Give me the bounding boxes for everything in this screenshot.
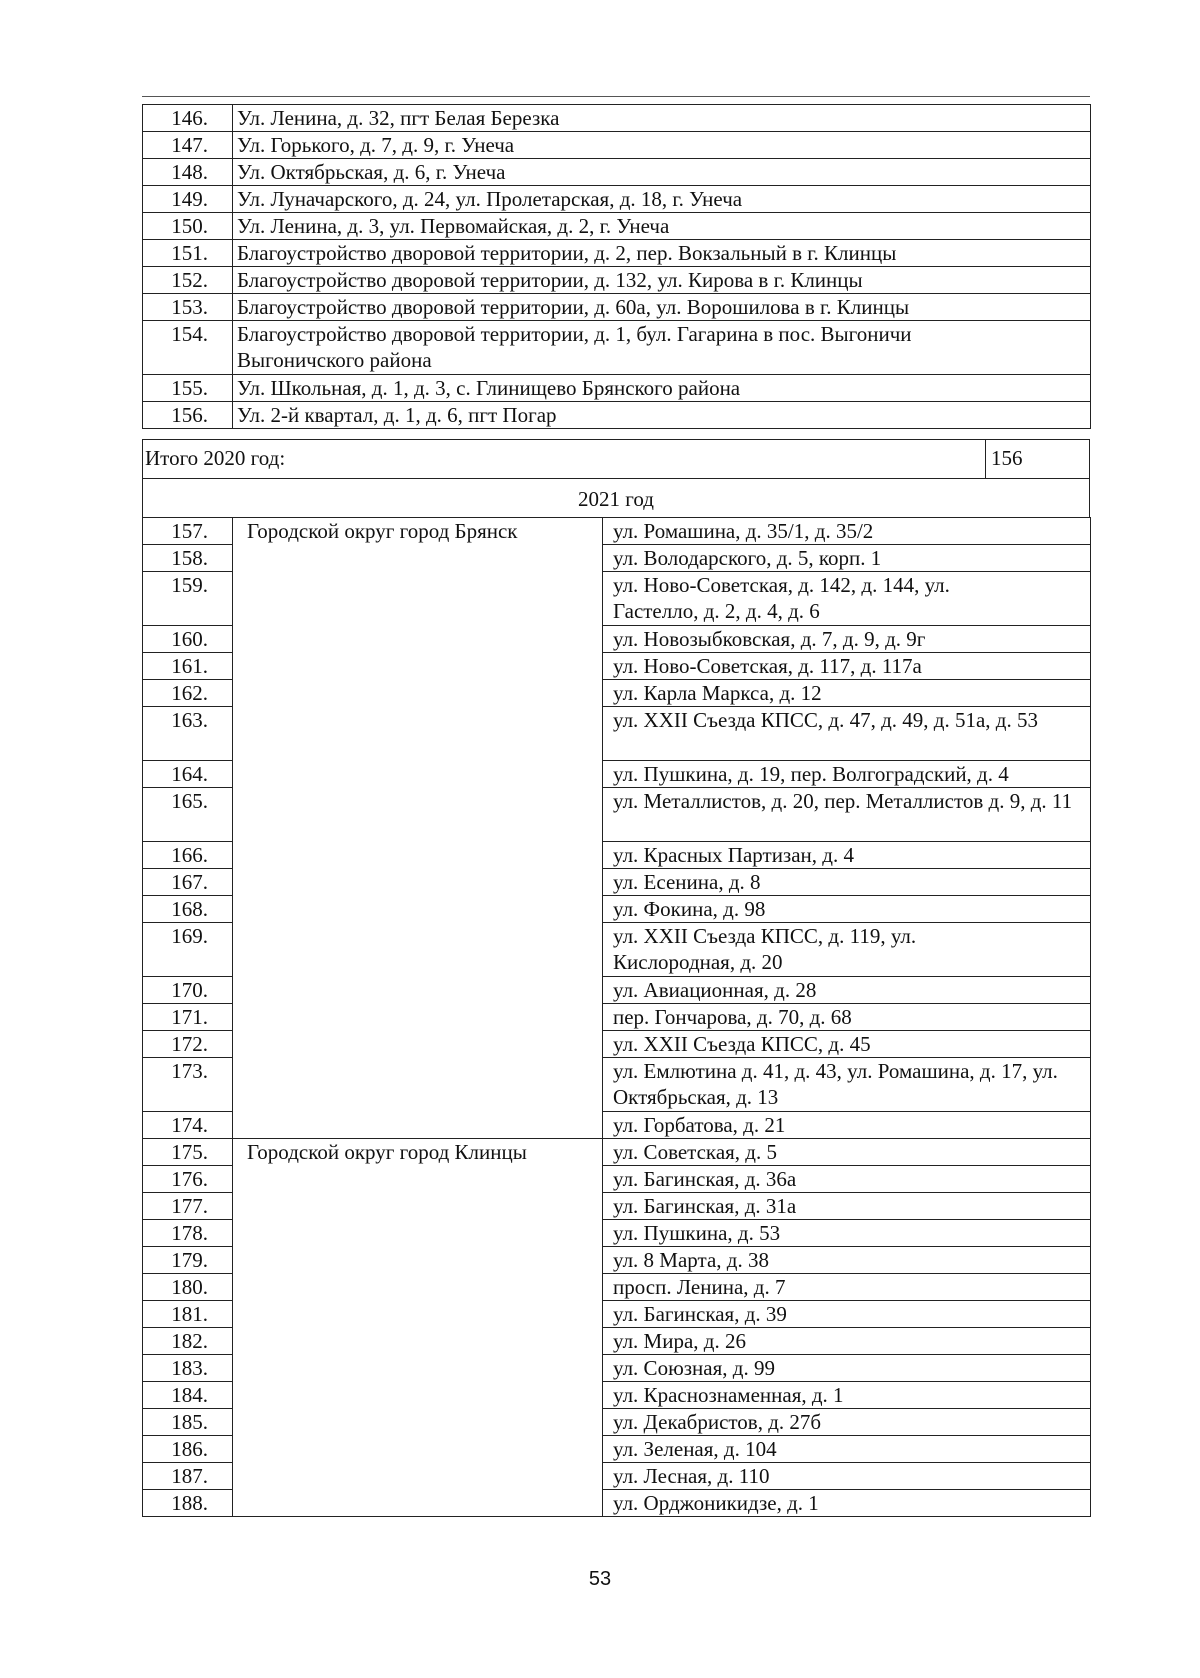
row-number: 180. <box>143 1274 233 1301</box>
row-address: Благоустройство дворовой территории, д. 2, пер. Вокзальный в г. Клинцы <box>233 240 1091 267</box>
row-address: ул. XXII Съезда КПСС, д. 47, д. 49, д. 51а, д. 53 <box>603 707 1091 761</box>
row-address: ул. Ново-Советская, д. 142, д. 144, ул. Гастелло, д. 2, д. 4, д. 6 <box>603 572 1091 626</box>
row-address: Благоустройство дворовой территории, д. 132, ул. Кирова в г. Клинцы <box>233 267 1091 294</box>
table-2020 <box>142 104 1091 429</box>
row-address: ул. Багинская, д. 36а <box>603 1166 1091 1193</box>
row-address: ул. Пушкина, д. 53 <box>603 1220 1091 1247</box>
table-row <box>143 105 1091 132</box>
row-number: 166. <box>143 842 233 869</box>
row-number: 164. <box>143 761 233 788</box>
row-address: ул. Краснознаменная, д. 1 <box>603 1382 1091 1409</box>
row-number: 152. <box>143 267 233 294</box>
row-address: пер. Гончарова, д. 70, д. 68 <box>603 1004 1091 1031</box>
row-number: 161. <box>143 653 233 680</box>
row-address: ул. Союзная, д. 99 <box>603 1355 1091 1382</box>
row-address: ул. Багинская, д. 39 <box>603 1301 1091 1328</box>
row-address: Ул. Ленина, д. 32, пгт Белая Березка <box>233 105 1091 132</box>
row-number: 157. <box>143 518 233 545</box>
row-address: Благоустройство дворовой территории, д. 1, бул. Гагарина в пос. Выгоничи Выгоничского района <box>233 321 1091 375</box>
row-address: ул. Металлистов, д. 20, пер. Металлистов д. 9, д. 11 <box>603 788 1091 842</box>
row-address: Ул. Горького, д. 7, д. 9, г. Унеча <box>233 132 1091 159</box>
row-address: ул. 8 Марта, д. 38 <box>603 1247 1091 1274</box>
row-number: 182. <box>143 1328 233 1355</box>
row-number: 185. <box>143 1409 233 1436</box>
table-row <box>143 1139 1091 1166</box>
row-address: ул. Орджоникидзе, д. 1 <box>603 1490 1091 1517</box>
row-address: Ул. Школьная, д. 1, д. 3, с. Глинищево Брянского района <box>233 375 1091 402</box>
row-number: 163. <box>143 707 233 761</box>
table-row <box>143 159 1091 186</box>
table-row <box>143 321 1091 375</box>
row-address: ул. Ново-Советская, д. 117, д. 117а <box>603 653 1091 680</box>
row-address: просп. Ленина, д. 7 <box>603 1274 1091 1301</box>
table-row <box>143 294 1091 321</box>
row-address: Благоустройство дворовой территории, д. 60а, ул. Ворошилова в г. Клинцы <box>233 294 1091 321</box>
row-number: 177. <box>143 1193 233 1220</box>
row-address: ул. Зеленая, д. 104 <box>603 1436 1091 1463</box>
total-label: Итого 2020 год: <box>145 446 286 470</box>
page-number: 53 <box>588 1568 612 1590</box>
row-address: ул. Багинская, д. 31а <box>603 1193 1091 1220</box>
row-address: ул. Ромашина, д. 35/1, д. 35/2 <box>603 518 1091 545</box>
row-number: 176. <box>143 1166 233 1193</box>
row-number: 188. <box>143 1490 233 1517</box>
row-number: 168. <box>143 896 233 923</box>
row-address: ул. Авиационная, д. 28 <box>603 977 1091 1004</box>
year-header: 2021 год <box>142 478 1090 518</box>
row-number: 170. <box>143 977 233 1004</box>
row-number: 167. <box>143 869 233 896</box>
total-divider <box>985 439 986 479</box>
row-address: ул. XXII Съезда КПСС, д. 119, ул. Кислородная, д. 20 <box>603 923 1091 977</box>
row-address: Ул. 2-й квартал, д. 1, д. 6, пгт Погар <box>233 402 1091 429</box>
district-cell: Городской округ город Клинцы <box>233 1139 603 1517</box>
row-address: ул. Карла Маркса, д. 12 <box>603 680 1091 707</box>
row-number: 179. <box>143 1247 233 1274</box>
row-number: 148. <box>143 159 233 186</box>
table-row <box>143 240 1091 267</box>
row-number: 175. <box>143 1139 233 1166</box>
total-value: 156 <box>991 446 1023 470</box>
table-row <box>143 402 1091 429</box>
row-number: 162. <box>143 680 233 707</box>
row-number: 169. <box>143 923 233 977</box>
row-address: ул. Декабристов, д. 27б <box>603 1409 1091 1436</box>
row-address: Ул. Луначарского, д. 24, ул. Пролетарская, д. 18, г. Унеча <box>233 186 1091 213</box>
row-number: 183. <box>143 1355 233 1382</box>
row-number: 184. <box>143 1382 233 1409</box>
table-row <box>143 375 1091 402</box>
table-row <box>143 518 1091 545</box>
row-number: 174. <box>143 1112 233 1139</box>
row-number: 173. <box>143 1058 233 1112</box>
row-number: 171. <box>143 1004 233 1031</box>
row-number: 149. <box>143 186 233 213</box>
row-address: ул. XXII Съезда КПСС, д. 45 <box>603 1031 1091 1058</box>
row-number: 172. <box>143 1031 233 1058</box>
district-cell: Городской округ город Брянск <box>233 518 603 1139</box>
row-number: 159. <box>143 572 233 626</box>
table-2021 <box>142 517 1091 1517</box>
row-address: ул. Лесная, д. 110 <box>603 1463 1091 1490</box>
table-row <box>143 186 1091 213</box>
row-number: 146. <box>143 105 233 132</box>
row-number: 153. <box>143 294 233 321</box>
row-number: 155. <box>143 375 233 402</box>
total-row <box>142 439 1090 479</box>
row-number: 147. <box>143 132 233 159</box>
row-address: ул. Новозыбковская, д. 7, д. 9, д. 9г <box>603 626 1091 653</box>
row-address: ул. Фокина, д. 98 <box>603 896 1091 923</box>
row-address: ул. Есенина, д. 8 <box>603 869 1091 896</box>
row-number: 178. <box>143 1220 233 1247</box>
row-number: 150. <box>143 213 233 240</box>
table-row <box>143 267 1091 294</box>
row-number: 186. <box>143 1436 233 1463</box>
row-address: ул. Мира, д. 26 <box>603 1328 1091 1355</box>
row-number: 156. <box>143 402 233 429</box>
row-address: ул. Володарского, д. 5, корп. 1 <box>603 545 1091 572</box>
table-row <box>143 213 1091 240</box>
row-number: 181. <box>143 1301 233 1328</box>
table-top-border <box>142 96 1090 97</box>
row-number: 160. <box>143 626 233 653</box>
row-number: 158. <box>143 545 233 572</box>
row-address: Ул. Октябрьская, д. 6, г. Унеча <box>233 159 1091 186</box>
row-address: ул. Емлютина д. 41, д. 43, ул. Ромашина, д. 17, ул. Октябрьская, д. 13 <box>603 1058 1091 1112</box>
row-address: ул. Горбатова, д. 21 <box>603 1112 1091 1139</box>
row-address: Ул. Ленина, д. 3, ул. Первомайская, д. 2, г. Унеча <box>233 213 1091 240</box>
row-number: 154. <box>143 321 233 375</box>
row-address: ул. Советская, д. 5 <box>603 1139 1091 1166</box>
row-number: 187. <box>143 1463 233 1490</box>
table-row <box>143 132 1091 159</box>
row-address: ул. Пушкина, д. 19, пер. Волгоградский, д. 4 <box>603 761 1091 788</box>
row-number: 165. <box>143 788 233 842</box>
row-address: ул. Красных Партизан, д. 4 <box>603 842 1091 869</box>
row-number: 151. <box>143 240 233 267</box>
